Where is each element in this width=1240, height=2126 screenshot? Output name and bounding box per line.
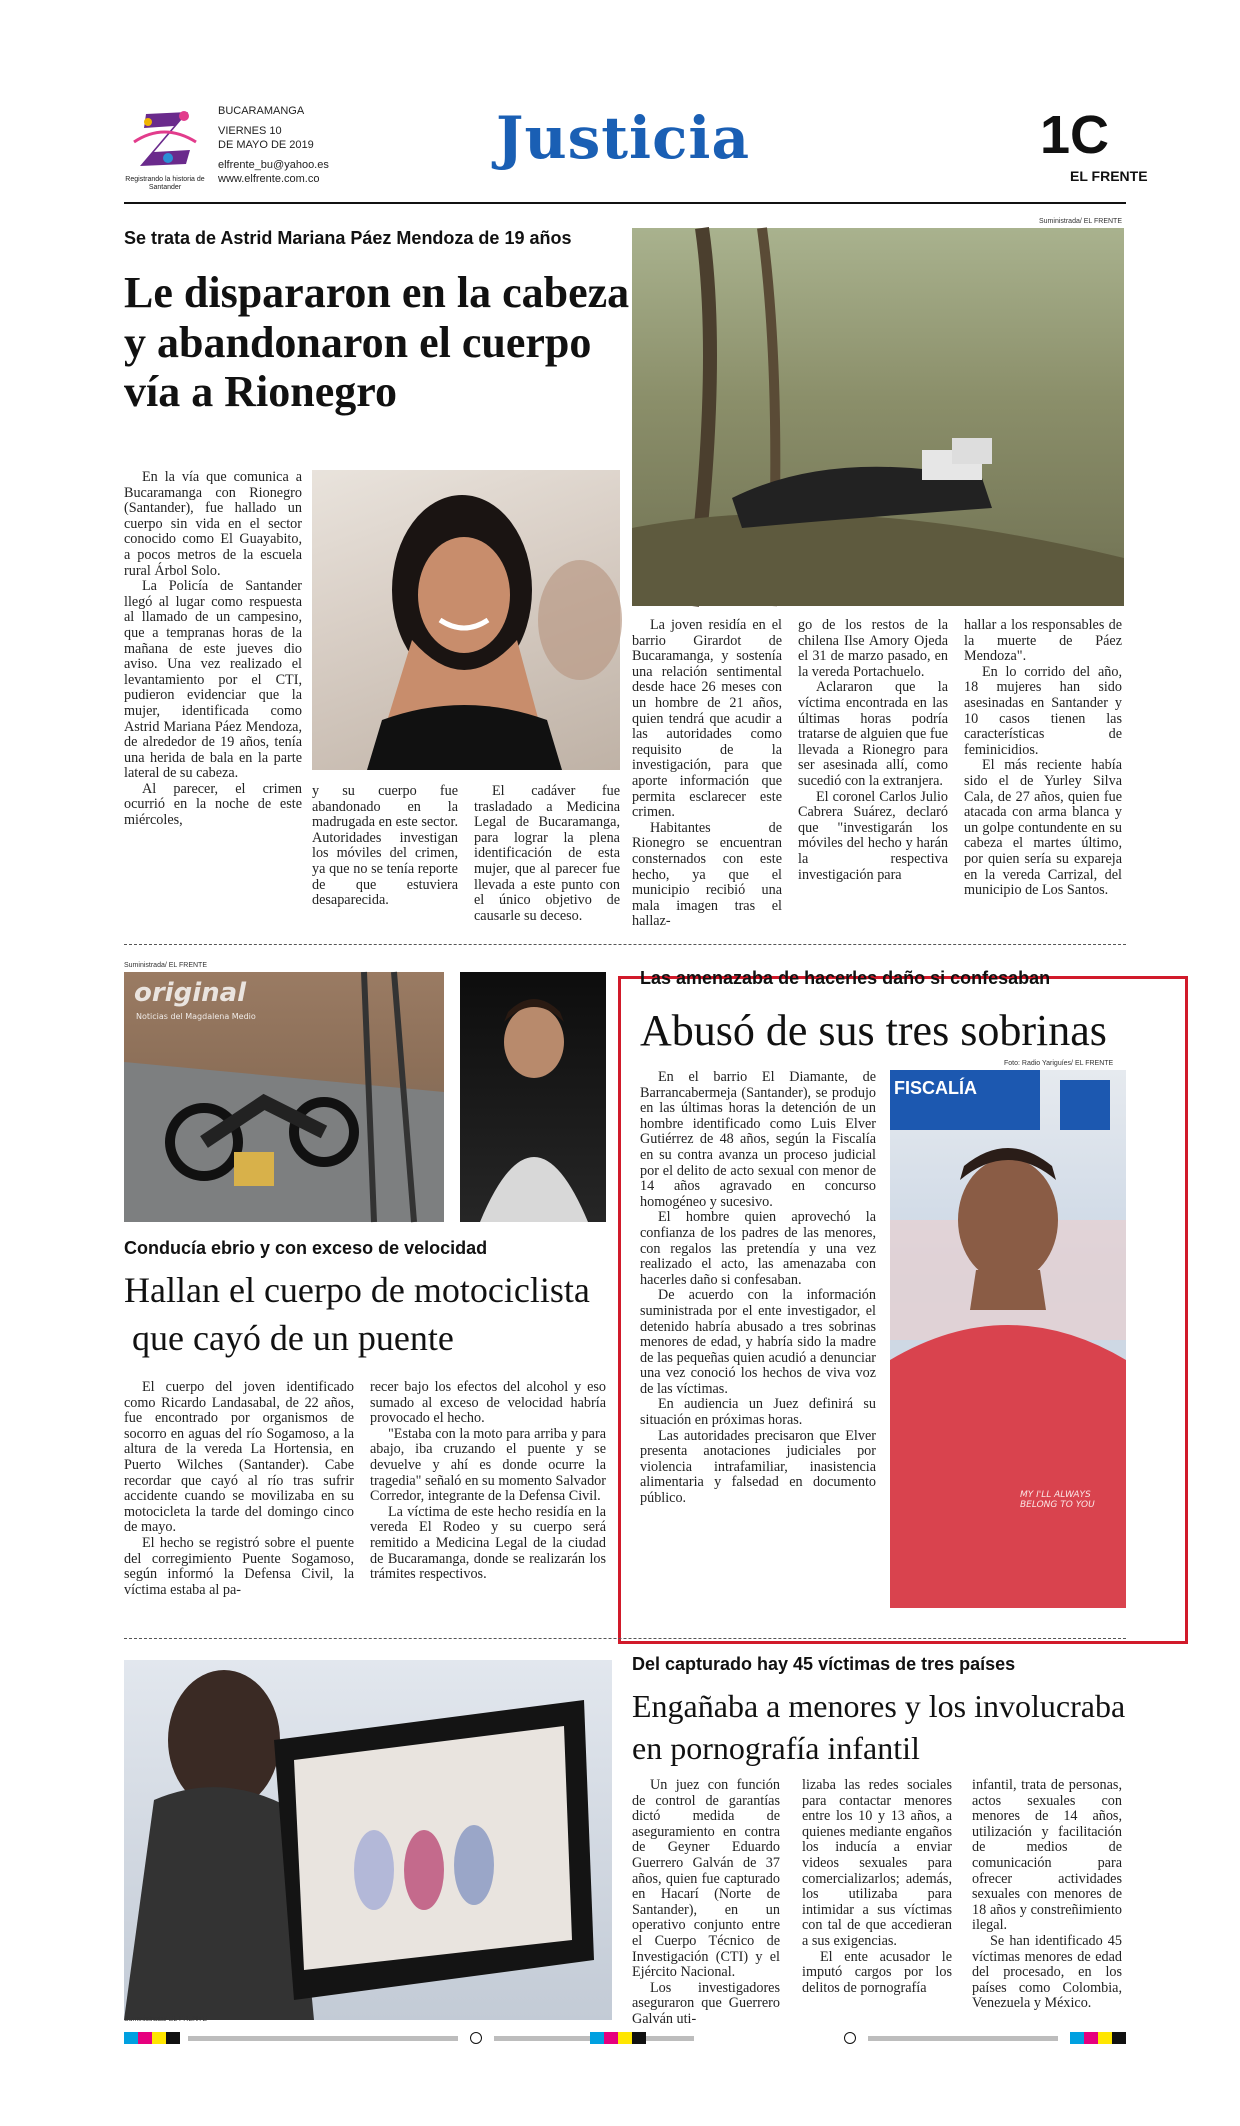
story1-headline: Le dispararon en la cabeza y abandonaron el cuerpo vía a Rionegro bbox=[124, 268, 630, 417]
story3-headline: Abusó de sus tres sobrinas bbox=[640, 1006, 1107, 1055]
registration-mark-icon bbox=[470, 2032, 482, 2044]
story3-photo-suspect bbox=[890, 1070, 1126, 1608]
story4-kicker: Del capturado hay 45 víctimas de tres países bbox=[632, 1654, 1016, 1674]
story4-col1: Un juez con función de control de garantías dictó medida de aseguramiento en contra de Geyner Eduardo Guerrero Galván de 37 años, quien fue capturado en Hacarí (Norte de Santander), en un operativo conjunto entre el Cuerpo Técnico de Investigación (CTI) y el Ejército Nacional. Los investigadores aseguraron que Guerrero Galván uti- bbox=[632, 1777, 780, 2027]
header-rule bbox=[124, 202, 1126, 204]
story1-col6: hallar a los responsables de la muerte de Páez Mendoza". En lo corrido del año, 18 mujeres han sido asesinadas en Santander y 10 casos tienen las características de feminicidios. El más reciente había sido el de Yurley Silva Cala, de 27 años, quien fue atacada con arma blanca y un golpe contundente en su cabeza el martes último, por quien sería su expareja en la vereda Carrizal, del municipio de Los Santos. bbox=[964, 617, 1122, 899]
story4-headline-2: en pornografía infantil bbox=[632, 1730, 920, 1766]
watermark-caption: Noticias del Magdalena Medio bbox=[136, 1012, 256, 1021]
section-title: Justicia bbox=[496, 104, 751, 172]
story4-col2: lizaba las redes sociales para contactar menores entre los 10 y 13 años, a quienes mediante engaños los inducía a enviar videos sexuales para comercializarlos; además, los utilizaba para intimidar a sus víctimas con tal de que accedieran a sus exigencias. El ente acusador le imputó cargos por los delitos de pornografía bbox=[802, 1777, 952, 1996]
story2-col1: El cuerpo del joven identificado como Ricardo Landasabal, de 22 años, fue encontrado por organismos de socorro en aguas del río Sogamoso, a la altura de la vereda La Hortensia, en Puerto Wilches (Santander). Cabe recordar que cayó al río tras sufrir accidente cuando se movilizaba en su motocicleta la tarde del domingo cinco de mayo. El hecho se registró sobre el puente del corregimiento Puente Sogamoso, según informó la Defensa Civil, la víctima estaba al pa- bbox=[124, 1379, 354, 1598]
story2-photo-bridge bbox=[124, 972, 444, 1222]
story1-kicker: Se trata de Astrid Mariana Páez Mendoza de 19 años bbox=[124, 228, 572, 248]
masthead-info bbox=[218, 104, 358, 186]
story1-photo-credit: Suministrada/ EL FRENTE bbox=[1039, 218, 1122, 225]
print-registration-bar bbox=[124, 2032, 1126, 2046]
divider bbox=[124, 944, 1126, 945]
story2-kicker: Conducía ebrio y con exceso de velocidad bbox=[124, 1238, 488, 1258]
story1-photo-portrait bbox=[312, 470, 620, 770]
photo-shirt-text: MY I'LL ALWAYS BELONG TO YOU bbox=[1020, 1490, 1095, 1510]
story1-col4: La joven residía en el barrio Girardot de Bucaramanga, y sostenía una relación sentimental desde hace 26 meses con un hombre de 21 años, quien tendrá que acudir a las autoridades como requisito de la investigación, para que aporte información que permita esclarecer este crimen. Habitantes de Rionegro se encuentran consternados con este hecho, ya que el municipio recibió una mala imagen tras el hallaz- bbox=[632, 617, 782, 930]
watermark-logo: original bbox=[134, 978, 247, 1008]
story3-body: En el barrio El Diamante, de Barrancabermeja (Santander), se produjo en las últimas horas la detención de un hombre identificado como Luis Elver Gutiérrez de 48 años, según la Fiscalía en su contra avanza un proceso judicial por el delito de acto sexual con menor de 14 años agravado en concurso homogéneo y sucesivo. El hombre quien aprovechó la confianza de los padres de las menores, con regalos las pretendía y una vez realizado el acto, las amenazaba con hacerles daño si confesaban. De acuerdo con la información suministrada por el ente investigador, el detenido habría abusado a tres sobrinas menores de edad, y habría sido la madre de las pequeñas quien acudió a denunciar una vez conoció los hechos de viva voz de las víctimas. En audiencia un Juez definirá su situación en próximas horas. Las autoridades precisaron que Elver presenta anotaciones judiciales por violencia intrafamiliar, inasistencia alimentaria y falsedad en documento público. bbox=[640, 1069, 876, 1507]
story1-col2: y su cuerpo fue abandonado en la madrugada en este sector. Autoridades investigan los móviles del crimen, ya que no se tenía reporte de que estuviera desaparecida. bbox=[312, 783, 458, 909]
issue-day: VIERNES 10 bbox=[218, 125, 282, 137]
story4-photo-laptop bbox=[124, 1660, 612, 2020]
masthead-logo bbox=[124, 102, 206, 191]
color-swatches-left bbox=[124, 2032, 180, 2044]
logo-icon bbox=[124, 102, 206, 172]
story3-photo-credit: Foto: Radio Yariguíes/ EL FRENTE bbox=[1004, 1060, 1114, 1067]
paper-name: EL FRENTE bbox=[1070, 168, 1148, 184]
story2-headline-1: Hallan el cuerpo de motociclista bbox=[124, 1270, 590, 1310]
story1-photo-scene bbox=[632, 218, 1124, 606]
issue-date: DE MAYO DE 2019 bbox=[218, 139, 314, 151]
story4-col3: infantil, trata de personas, actos sexuales con menores de 14 años, utilización y facilitación de medios de comunicación para ofrecer actividades sexuales con menores de 18 años y constreñimiento ilegal. Se han identificado 45 víctimas menores de edad del procesado, en los países como Colombia, Venezuela y México. bbox=[972, 1777, 1122, 2012]
story4-headline-1: Engañaba a menores y los involucraba bbox=[632, 1688, 1126, 1724]
web-link[interactable]: www.elfrente.com.co bbox=[218, 173, 320, 185]
divider bbox=[124, 1638, 1126, 1639]
story4-photo-credit: Suministrada/ EL FRENTE bbox=[124, 2016, 207, 2023]
city: BUCARAMANGA bbox=[218, 105, 305, 117]
story2-headline-2: que cayó de un puente bbox=[132, 1318, 454, 1358]
logo-caption: Registrando la historia de Santander bbox=[125, 176, 205, 191]
page-code: 1C bbox=[1040, 105, 1110, 165]
story2-photo-credit: Suministrada/ EL FRENTE bbox=[124, 962, 207, 969]
color-swatches-right bbox=[1070, 2032, 1126, 2044]
photo-sign-text: FISCALÍA bbox=[894, 1078, 977, 1098]
story3-kicker: Las amenazaba de hacerles daño si confesaban bbox=[640, 968, 1051, 988]
story2-photo-victim bbox=[460, 972, 606, 1222]
color-swatches-mid bbox=[590, 2032, 646, 2044]
registration-mark-icon bbox=[844, 2032, 856, 2044]
story1-col1: En la vía que comunica a Bucaramanga con Rionegro (Santander), fue hallado un cuerpo sin vida en el sector conocido como El Guayabito, a pocos metros de la escuela rural Árbol Solo. La Policía de Santander llegó al lugar como respuesta al llamado de un campesino, que a tempranas horas de la mañana de este jueves dio aviso. Una vez realizado el levantamiento por el CTI, pudieron evidenciar que la mujer, identificada como Astrid Mariana Páez Mendoza, de alrededor de 19 años, tenía una herida de bala en la parte lateral de su cabeza. Al parecer, el crimen ocurrió en la noche de este miércoles, bbox=[124, 469, 302, 829]
story1-col5: go de los restos de la chilena Ilse Amory Ojeda el 31 de marzo pasado, en la vereda Portachuelo. Aclararon que la víctima encontrada en las últimas horas podría tratarse de alguien que fue llevada a Rionegro para ser asesinada allí, como sucedió con la extranjera. El coronel Carlos Julio Cabrera Suárez, declaró que "investigarán los móviles del hecho y harán la respectiva investigación para bbox=[798, 617, 948, 883]
story1-col3: El cadáver fue trasladado a Medicina Legal de Bucaramanga, para lograr la plena identificación de esta mujer, que al parecer fue llevada a este punto con el único objetivo de causarle su deceso. bbox=[474, 783, 620, 924]
story2-col2: recer bajo los efectos del alcohol y eso sumado al exceso de velocidad habría provocado el hecho. "Estaba con la moto para arriba y para abajo, iba cruzando el puente y se devuelve y ahí es donde ocurre la tragedia" señaló en su momento Salvador Corredor, integrante de la Defensa Civil. La víctima de este hecho residía en la vereda El Rodeo y su cuerpo será remitido a Medicina Legal de la ciudad de Bucaramanga, donde se realizarán los trámites respectivos. bbox=[370, 1379, 606, 1583]
email-link[interactable]: elfrente_bu@yahoo.es bbox=[218, 159, 329, 171]
